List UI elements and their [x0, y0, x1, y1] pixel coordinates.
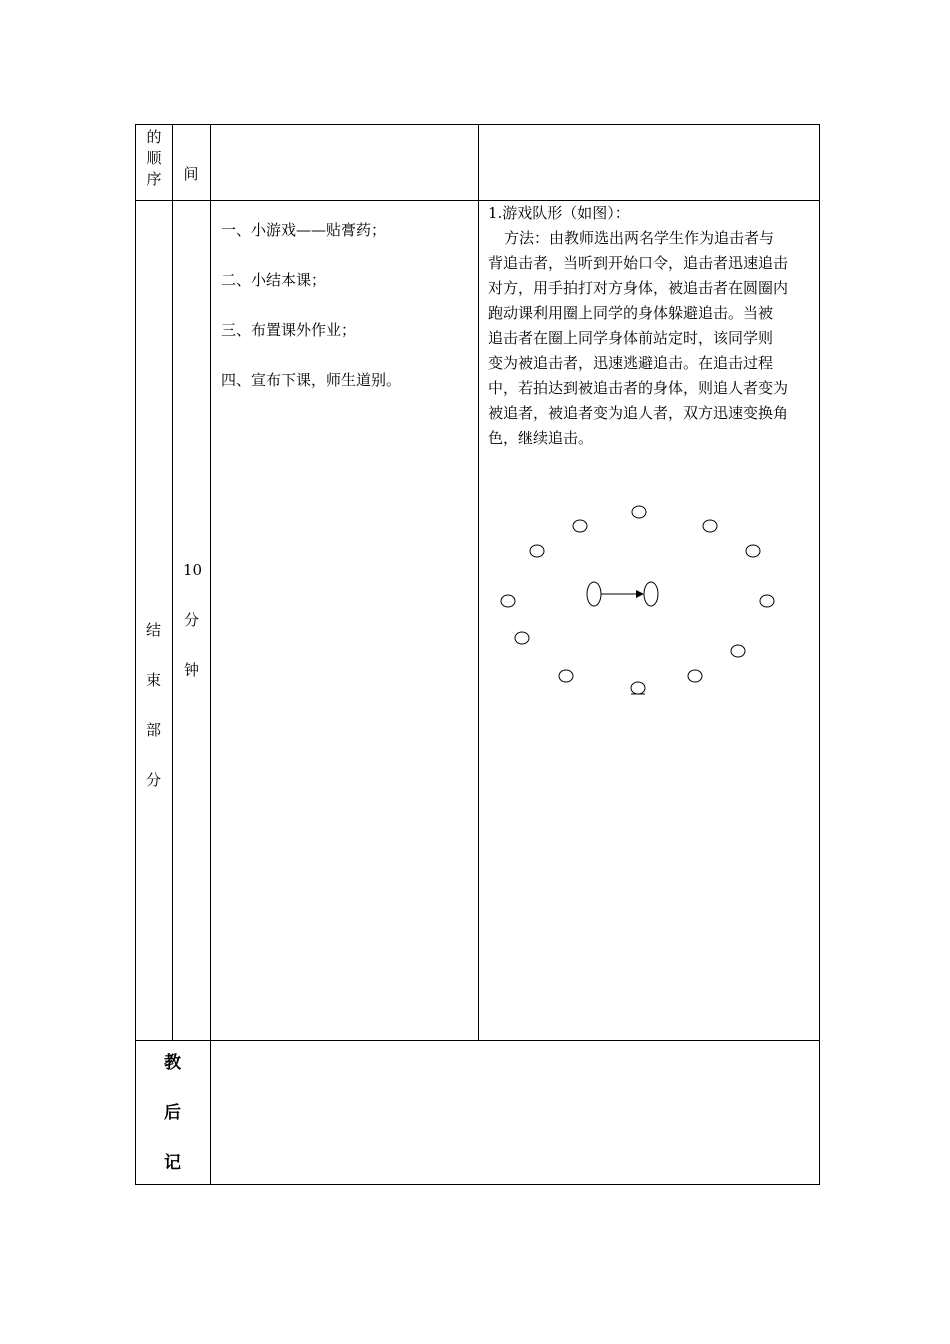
- section-label-char: 束: [146, 671, 162, 689]
- header-order-char: 顺: [146, 149, 162, 167]
- footer-label-char: 教: [164, 1053, 181, 1073]
- student-circle: [760, 595, 774, 607]
- student-circle: [501, 595, 515, 607]
- table-right-border: [819, 124, 820, 1185]
- chased-ellipse: [644, 582, 658, 606]
- student-circle: [688, 670, 702, 682]
- student-circle: [530, 545, 544, 557]
- table-left-border: [135, 124, 136, 1185]
- student-circle: [703, 520, 717, 532]
- footer-label-char: 记: [164, 1153, 181, 1173]
- method-line: 色，继续追击。: [488, 429, 594, 447]
- method-line: 背追击者，当听到开始口令，追击者迅速追击: [488, 254, 789, 272]
- section-label-char: 部: [146, 721, 162, 739]
- student-circle: [573, 520, 587, 532]
- section-time-char: 分: [184, 611, 200, 629]
- header-order-char: 序: [146, 170, 162, 188]
- chaser-ellipse: [587, 582, 601, 606]
- section-label-char: 结: [146, 621, 162, 639]
- header-time-label: [181, 164, 201, 185]
- header-order-label: [144, 127, 164, 190]
- col2-right-border: [210, 124, 211, 1185]
- student-circle: [515, 632, 529, 644]
- method-line: 追击者在圈上同学身体前站定时，该同学则: [488, 329, 774, 347]
- method-line: 跑动课利用圈上同学的身体躲避追击。当被: [488, 304, 774, 322]
- content-item: 四、宣布下课，师生道别。: [221, 371, 402, 389]
- student-circle: [632, 506, 646, 518]
- student-circle: [746, 545, 760, 557]
- method-title: 1.游戏队形（如图）：: [488, 204, 630, 222]
- method-line: 变为被追击者，迅速逃避追击。在追击过程: [488, 354, 774, 372]
- section-time-value: 10: [183, 561, 203, 579]
- method-line: 被追者，被追者变为追人者，双方迅速变换角: [488, 404, 789, 422]
- content-item: 一、小游戏——贴膏药；: [221, 221, 387, 239]
- student-circle: [559, 670, 573, 682]
- header-order-char: 的: [146, 128, 162, 146]
- section-label-char: 分: [146, 771, 162, 789]
- footer-label-char: 后: [164, 1103, 181, 1123]
- method-line: 方法：由教师选出两名学生作为追击者与: [504, 229, 775, 247]
- header-time-char: 间: [183, 165, 199, 183]
- game-formation-diagram: [479, 490, 819, 710]
- content-item: 二、小结本课；: [221, 271, 327, 289]
- col1-right-border: [172, 124, 173, 1041]
- method-line: 对方，用手拍打对方身体，被追击者在圆圈内: [488, 279, 789, 297]
- section-time-char: 钟: [184, 661, 200, 679]
- method-line: 中，若拍达到被追击者的身体，则追人者变为: [488, 379, 789, 397]
- content-item: 三、布置课外作业；: [221, 321, 357, 339]
- table-bottom-border: [135, 1184, 820, 1185]
- student-circle: [631, 682, 645, 694]
- student-circle: [731, 645, 745, 657]
